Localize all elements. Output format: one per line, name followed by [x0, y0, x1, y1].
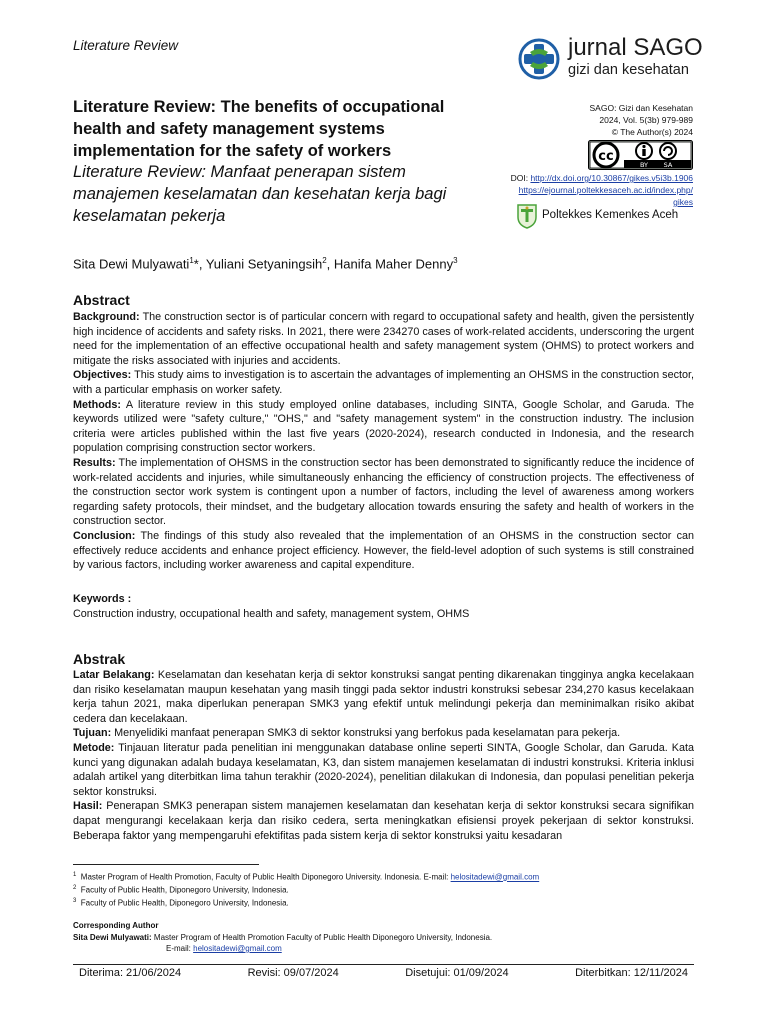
- journal-meta-line: 2024, Vol. 5(3b) 979-989: [599, 115, 693, 125]
- section-label: Objectives:: [73, 369, 132, 382]
- author-separator: ,: [326, 256, 331, 272]
- corresponding-affiliation: Master Program of Health Promotion Faculty of Public Health Diponegoro University, Indonesia.: [151, 932, 493, 942]
- date-received: Diterima: 21/06/2024: [79, 967, 182, 979]
- abstract-heading: Abstract: [73, 292, 130, 308]
- footnote-item: [73, 870, 693, 883]
- abstract-methods: [73, 398, 694, 456]
- poltekkes-emblem-icon: [516, 203, 538, 229]
- footnote-number: 1: [73, 872, 77, 878]
- section-label: Metode:: [73, 741, 115, 754]
- abstract-results: [73, 456, 694, 529]
- abstrak-latar: [73, 668, 694, 726]
- section-label: Literature Review: [73, 38, 179, 53]
- corresponding-author: [73, 920, 693, 955]
- author-list: [73, 256, 458, 271]
- doi-link[interactable]: http://dx.doi.org/10.30867/gikes.v5i3b.1906: [530, 173, 693, 183]
- footnote-text: Master Program of Health Promotion, Faculty of Public Health Diponegoro University. Indonesia. E-mail:: [80, 872, 451, 882]
- abstract-conclusion: [73, 529, 694, 573]
- author-affiliation-mark: 3: [453, 256, 458, 265]
- footnotes: [73, 870, 693, 909]
- footnote-number: 3: [73, 898, 77, 905]
- journal-url-link-cont[interactable]: gikes: [673, 197, 693, 207]
- footnote-divider: [73, 864, 259, 865]
- doi-block: [470, 172, 693, 208]
- abstrak-tujuan: [73, 726, 694, 741]
- license-by-label: BY: [639, 161, 649, 169]
- footnote-text: Faculty of Public Health, Diponegoro University, Indonesia.: [80, 885, 289, 895]
- section-text: This study aims to investigation is to ascertain the advantages of implementing an OHSMS in the construction sector, with a particular emphasis on worker safety.: [73, 369, 694, 396]
- keywords-text: Construction industry, occupational health and safety, management system, OHMS: [73, 608, 470, 620]
- corresponding-mark: *,: [193, 256, 203, 272]
- paper-title-indonesian: Literature Review: Manfaat penerapan sistem manajemen keselamatan dan kesehatan kerja bagi keselamatan pekerja: [73, 163, 447, 225]
- section-label: Tujuan:: [73, 727, 112, 740]
- date-revised: Revisi: 09/07/2024: [247, 967, 339, 979]
- doi-label: DOI:: [510, 173, 529, 183]
- section-text: A literature review in this study employed online databases, including SINTA, Google Scholar, and Garuda. The keywords utilized were "safety culture," "OHS," and "safety management system" in the construction industry. The inclusion criteria were articles published within the last five years (2020-2024), research conducted in Indonesia, and the research population comprising construction sector workers.: [73, 398, 694, 455]
- institution-name: Poltekkes Kemenkes Aceh: [542, 209, 679, 221]
- paper-title-english: Literature Review: The benefits of occupational health and safety management systems implementation for the safety of workers: [73, 98, 445, 160]
- cc-by-sa-license-icon[interactable]: [588, 140, 693, 170]
- section-label: Methods:: [73, 398, 121, 411]
- section-text: Keselamatan dan kesehatan kerja di sektor konstruksi sangat penting dikarenakan tingginya angka kecelakaan dan risiko keselamatan maupun kesehatan yang masih tinggi pada sektor industri konstruksi sebesar 234,270 kasus kecelakaan kerja tahun 2021, maka diperlukan penerapan SMK3 yang efektif untuk melindungi pekerja dan meminimalkan risiko akibat cedera dan kecelakaan.: [73, 669, 694, 725]
- corresponding-email-link[interactable]: helositadewi@gmail.com: [193, 944, 282, 953]
- journal-name: jurnal SAGO: [568, 34, 703, 61]
- abstract-objectives: [73, 368, 694, 397]
- author-name: Sita Dewi Mulyawati: [73, 256, 190, 272]
- section-text: The implementation of OHSMS in the construction sector has been demonstrated to significantly reduce the incidence of work-related accidents and injuries, while simultaneously enhancing the efficiency of construction projects. The effectiveness of the construction sector work system is contingent upon a number of factors, including the level of awareness among workers regarding safety protocols, their mindset, and the budgetary allocation towards ensuring the safety and health of workers in the construction sector.: [73, 456, 694, 528]
- publication-dates: [73, 967, 694, 979]
- journal-logo: [518, 36, 708, 84]
- journal-meta-line: SAGO: Gizi dan Kesehatan: [589, 103, 693, 113]
- section-text: The findings of this study also revealed that the implementation of an OHSMS in the construction sector can effectively reduce accidents and enhance project efficiency. However, the field-level adoption of such systems is still constrained by various factors, including worker awareness and capital expenditure.: [73, 529, 694, 572]
- date-published: Diterbitkan: 12/11/2024: [575, 967, 688, 979]
- author-affiliation-mark: 2: [322, 256, 327, 265]
- abstrak-body: [73, 668, 694, 843]
- corresponding-name: Sita Dewi Mulyawati:: [73, 932, 152, 942]
- journal-meta: [540, 102, 693, 138]
- journal-meta-line: © The Author(s) 2024: [611, 127, 693, 137]
- author-affiliation-mark: 1: [189, 256, 194, 265]
- corresponding-email-label: E-mail:: [166, 944, 194, 953]
- section-text: Menyelidiki manfaat penerapan SMK3 di sektor konstruksi yang berfokus pada keselamatan para pekerja.: [111, 727, 621, 740]
- section-label: Background:: [73, 311, 140, 323]
- section-label: Latar Belakang:: [73, 669, 155, 681]
- author-email-link[interactable]: helositadewi@gmail.com: [450, 872, 540, 882]
- abstrak-heading: Abstrak: [73, 651, 126, 667]
- footnote-text: Faculty of Public Health, Diponegoro University, Indonesia.: [80, 898, 289, 908]
- section-text: Tinjauan literatur pada penelitian ini menggunakan database online seperti SINTA, Google Scholar, dan Garuda. Kata kunci yang digunakan adalah budaya keselamatan, K3, dan sistem manajemen keselamatan di industri konstruksi. Kriteria inklusi adalah artikel yang diterbitkan lima tahun terakhir (2020-2024), penelitian dilakukan di Indonesia, dan populasi penelitian pekerja sektor konstruksi.: [73, 741, 694, 798]
- abstrak-hasil: [73, 799, 694, 843]
- section-label: Results:: [73, 456, 116, 469]
- date-accepted: Disetujui: 01/09/2024: [405, 967, 509, 979]
- author-name: Yuliani Setyaningsih: [202, 256, 323, 272]
- footnote-item: [73, 896, 693, 909]
- abstract-body: [73, 310, 694, 573]
- keywords-label: Keywords :: [73, 593, 132, 605]
- dates-divider: [73, 964, 694, 965]
- section-label: Hasil:: [73, 800, 103, 813]
- section-label: Conclusion:: [73, 529, 136, 542]
- footnote-item: [73, 883, 693, 896]
- sago-logo-icon: [518, 38, 560, 80]
- author-name: Hanifa Maher Denny: [330, 256, 454, 272]
- svg-text:cc: cc: [598, 149, 614, 164]
- section-text: The construction sector is of particular concern with regard to occupational safety and health, given the persistently high incidence of accidents and safety risks. In 2021, there were 234270 cases of work-related accidents, underscoring the urgent need for the implementation of an effective occupational health and safety management system (OHMS) to protect workers and mitigate the risks associated with injuries and accidents.: [73, 311, 694, 367]
- footnote-number: 2: [73, 885, 77, 892]
- journal-url-link[interactable]: https://ejournal.poltekkesaceh.ac.id/index.php/: [518, 185, 693, 195]
- license-sa-label: SA: [663, 161, 673, 169]
- section-text: Penerapan SMK3 penerapan sistem manajemen keselamatan dan kesehatan kerja di sektor konstruksi secara signifikan dapat mengurangi kecelakaan kerja dan risiko cedera, serta meningkatkan efisiensi proyek pekerjaan di sektor konstruksi. Beberapa faktor yang mempengaruhi efektifitas pada sistem kerja di sektor konstruksi yaitu kesadaran: [73, 800, 694, 842]
- corresponding-heading: Corresponding Author: [73, 921, 159, 930]
- abstract-background: [73, 310, 694, 368]
- journal-tagline: gizi dan kesehatan: [568, 62, 689, 78]
- abstrak-metode: [73, 741, 694, 799]
